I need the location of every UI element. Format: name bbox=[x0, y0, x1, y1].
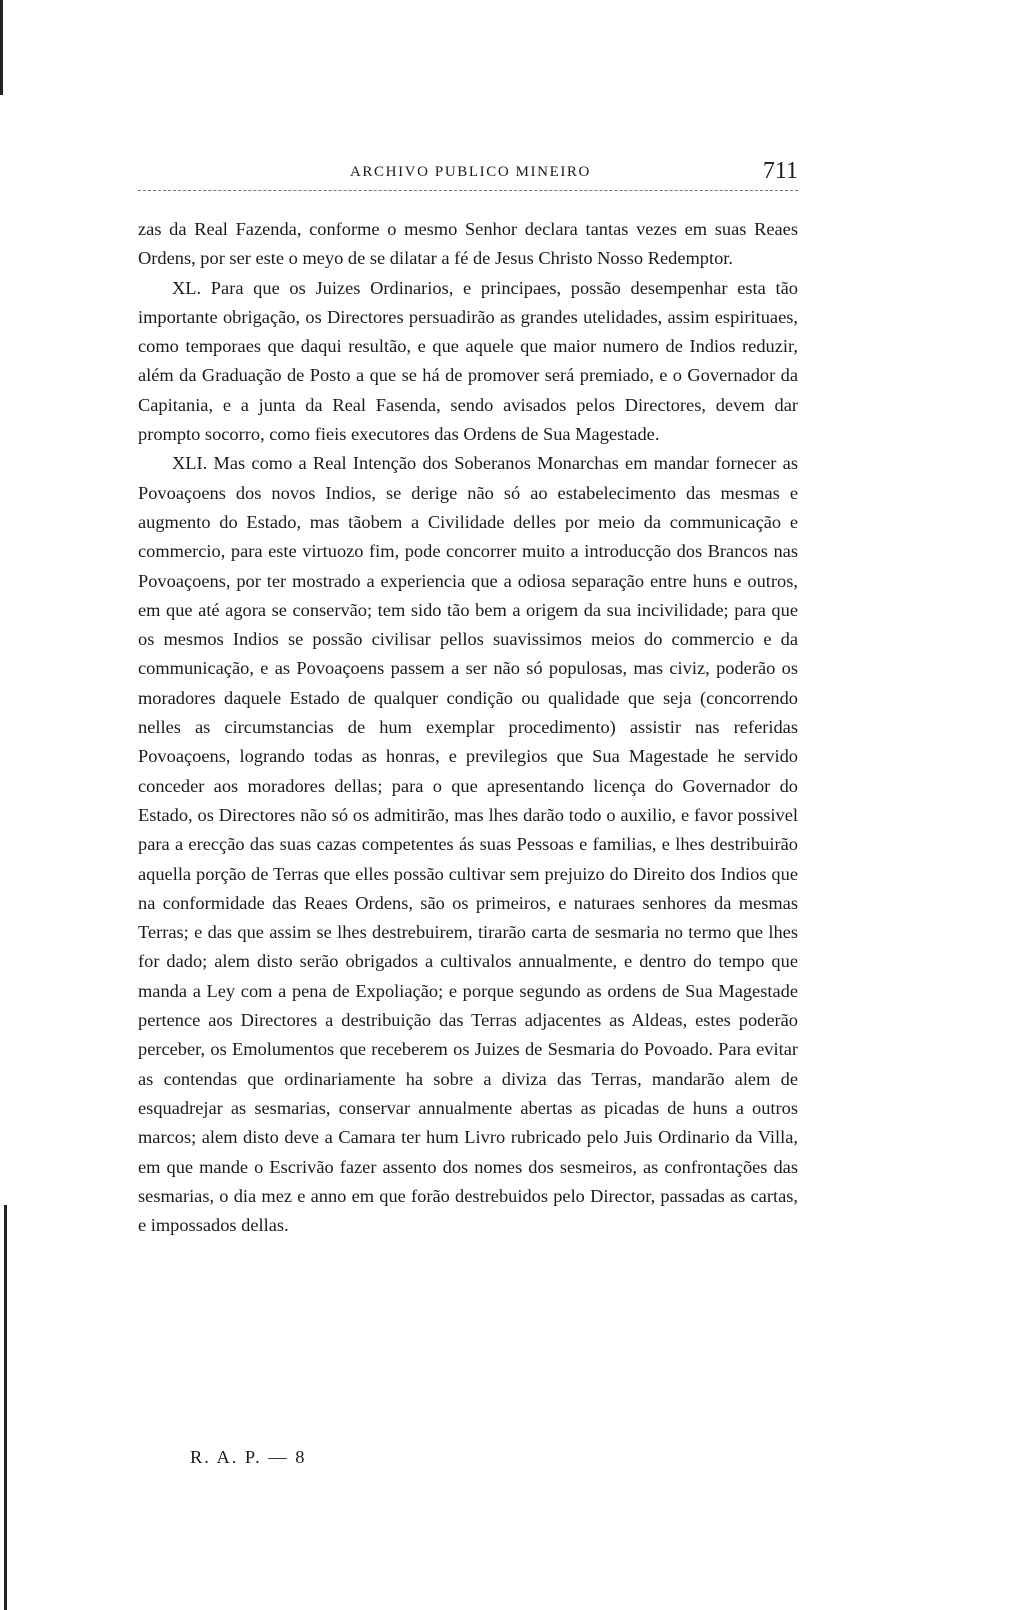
paragraph-xl: XL. Para que os Juizes Ordinarios, e principaes, possão desempenhar esta tão importante obrigação, os Directores persuadirão as grandes utelidades, assim espirituaes, como temporaes que daqui resultão, e que aquele que maior numero de Indios reduzir, além da Graduação de Posto a que se há de promover será premiado, e o Governador da Capitania, e a junta da Real Fasenda, sendo avisados pelos Directores, devem dar prompto socorro, como fieis executores das Ordens de Sua Magestade. bbox=[138, 277, 798, 445]
page-header bbox=[138, 158, 798, 188]
scan-left-edge bbox=[0, 0, 14, 1610]
page bbox=[138, 0, 798, 1610]
paragraph-continuation: zas da Real Fazenda, conforme o mesmo Senhor declara tantas vezes em suas Reaes Ordens, por ser este o meyo de se dilatar a fé de Jesus Christo Nosso Redemptor. bbox=[138, 219, 798, 269]
paragraph-xli: XLI. Mas como a Real Intenção dos Soberanos Monarchas em mandar fornecer as Povoaçoens dos novos Indios, se derige não só ao estabelecimento das mesmas e augmento do Estado, mas tãobem a Civilidade delles por meio da communicação e commercio, para este virtuozo fim, pode concorrer muito a introducção dos Brancos nas Povoaçoens, por ter mostrado a experiencia que a odiosa separação entre huns e outros, em que até agora se conservão; tem sido tão bem a origem da sua incivilidade; para que os mesmos Indios se possão civilisar pellos suavissimos meios do commercio e da communicação, e as Povoaçoens passem a ser não só populosas, mas civiz, poderão os moradores daquele Estado de qualquer condição ou qualidade que seja (concorrendo nelles as circumstancias de hum exemplar procedimento) assistir nas referidas Povoaçoens, logrando todas as honras, e previlegios que Sua Magestade he servido conceder aos moradores dellas; para o que apresentando licença do Governador do Estado, os Directores não só os admitirão, mas lhes darão todo o auxilio, e favor possivel para a erecção das suas cazas competentes ás suas Pessoas e familias, e lhes destribuirão aquella porção de Terras que elles possão cultivar sem prejuizo do Direito dos Indios que na conformidade das Reaes Ordens, são os primeiros, e naturaes senhores da mesmas Terras; e das que assim se lhes destrebuirem, tirarão carta de sesmaria no termo que lhes for dado; alem disto serão obrigados a cultivalos annualmente, e dentro do tempo que manda a Ley com a pena de Expoliação; e porque segundo as ordens de Sua Magestade pertence aos Directores a destribuição das Terras adjacentes as Aldeas, estes poderão perceber, os Emolumentos que receberem os Juizes de Sesmaria do Povoado. Para evitar as contendas que ordinariamente ha sobre a diviza das Terras, mandarão alem de esquadrejar as sesmarias, conservar annualmente abertas as picadas de huns a outros marcos; alem disto deve a Camara ter hum Livro rubricado pelo Juis Ordinario da Villa, em que mande o Escrivão fazer assento dos nomes dos sesmeiros, as confrontações das sesmarias, o dia mez e anno em que forão destrebuidos pelo Director, passadas as cartas, e impossados dellas. bbox=[138, 453, 798, 1236]
page-number: 711 bbox=[762, 158, 798, 184]
running-head: ARCHIVO PUBLICO MINEIRO bbox=[350, 164, 591, 180]
body-text bbox=[138, 215, 798, 1240]
signature-mark: R. A. P. — 8 bbox=[190, 1447, 307, 1467]
header-rule bbox=[138, 190, 798, 191]
